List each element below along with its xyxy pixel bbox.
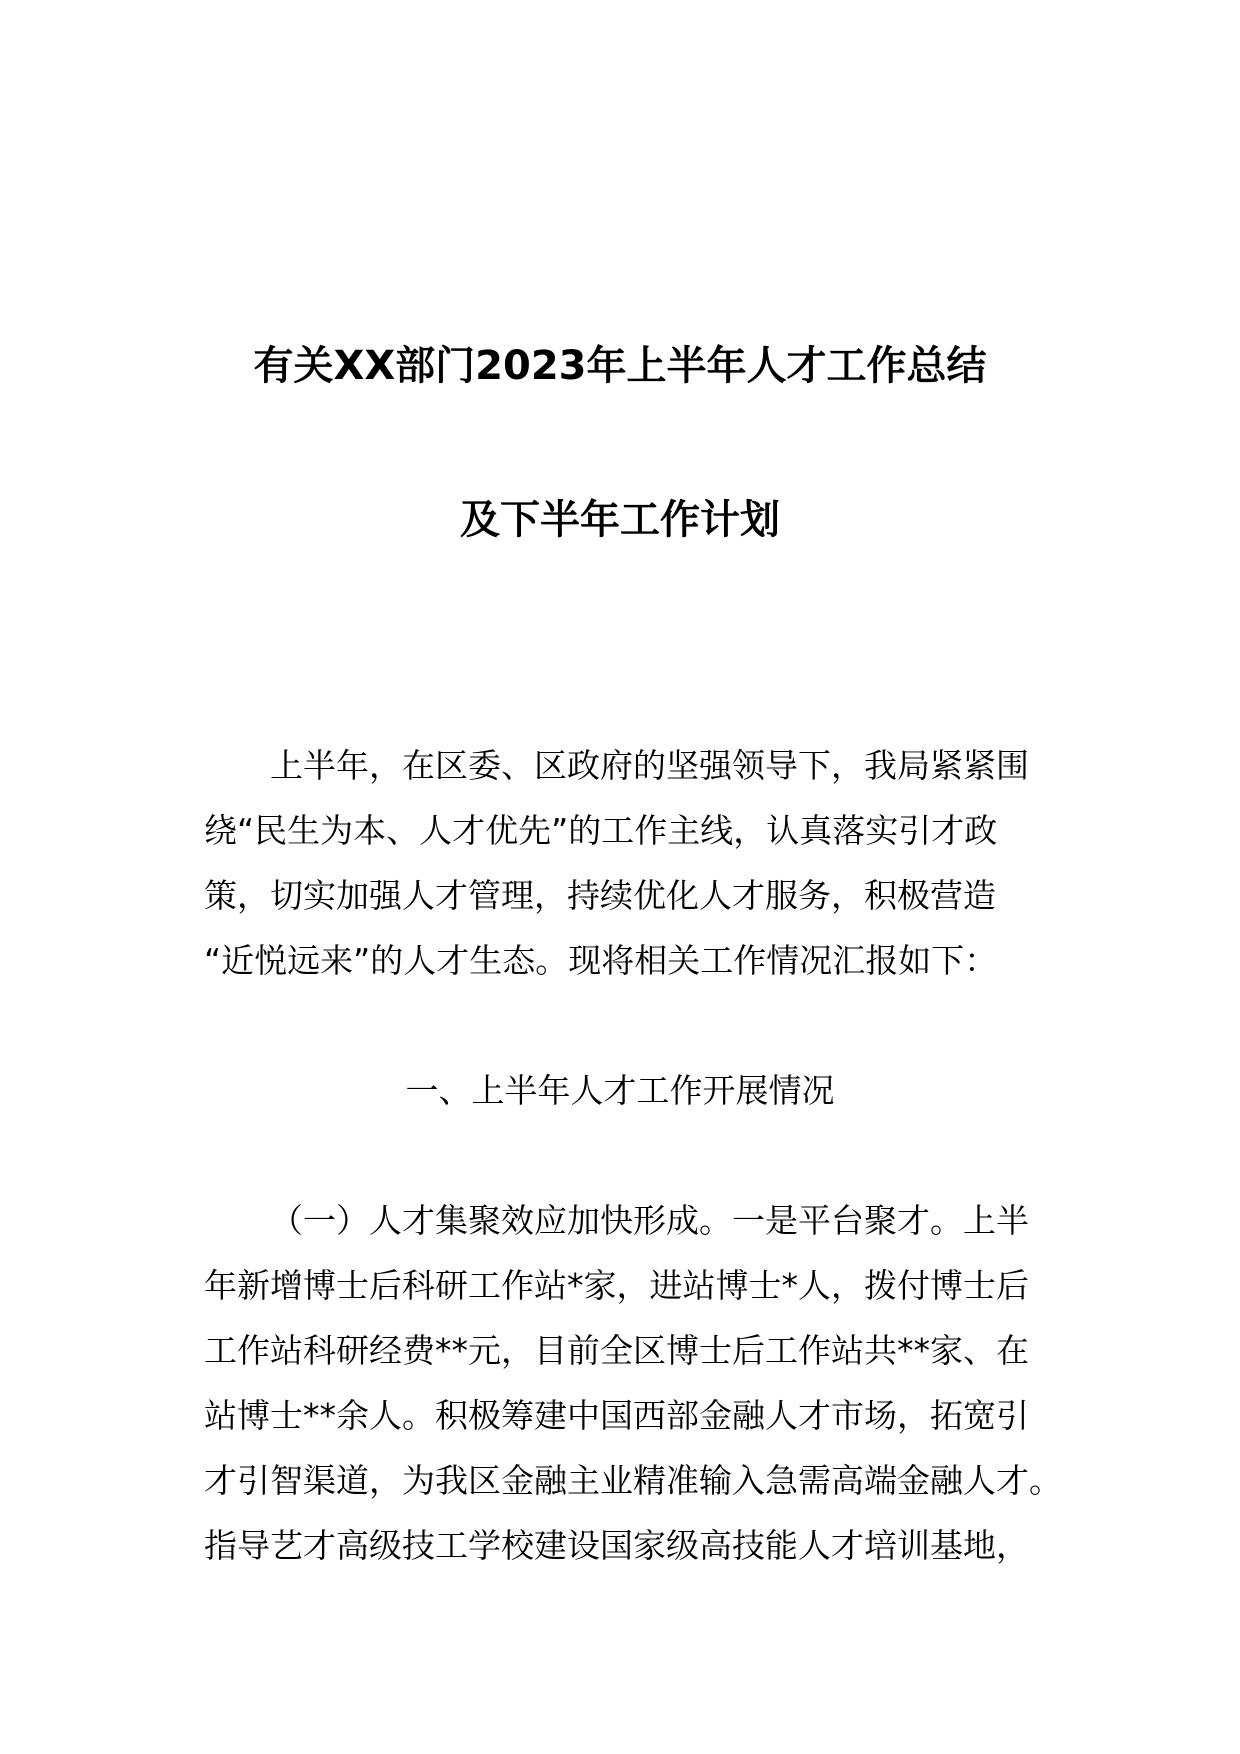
document-title-line-2: 及下半年工作计划 [460, 497, 780, 543]
intro-paragraph-line-4: “近悦远来”的人才生态。现将相关工作情况汇报如下： [204, 941, 998, 980]
subsection-paragraph-line-5: 才引智渠道，为我区金融主业精准输入急需高端金融人才。 [204, 1461, 1062, 1500]
subsection-paragraph-line-1: （一）人才集聚效应加快形成。一是平台聚才。上半 [270, 1201, 1029, 1240]
intro-paragraph-line-3: 策，切实加强人才管理，持续优化人才服务，积极营造 [204, 876, 996, 915]
intro-paragraph-line-1: 上半年，在区委、区政府的坚强领导下，我局紧紧围 [270, 746, 1029, 785]
subsection-paragraph-line-4: 站博士**余人。积极筹建中国西部金融人才市场，拓宽引 [204, 1396, 1029, 1435]
section-heading: 一、上半年人才工作开展情况 [405, 1071, 835, 1110]
subsection-paragraph-line-3: 工作站科研经费**元，目前全区博士后工作站共**家、在 [204, 1331, 1029, 1370]
subsection-paragraph-line-6: 指导艺才高级技工学校建设国家级高技能人才培训基地， [204, 1526, 1029, 1565]
document-title-line-1: 有关XX部门2023年上半年人才工作总结 [253, 343, 987, 389]
intro-paragraph-line-2: 绕“民生为本、人才优先”的工作主线，认真落实引才政 [204, 811, 998, 850]
subsection-paragraph-line-2: 年新增博士后科研工作站*家，进站博士*人，拨付博士后 [204, 1266, 1029, 1305]
